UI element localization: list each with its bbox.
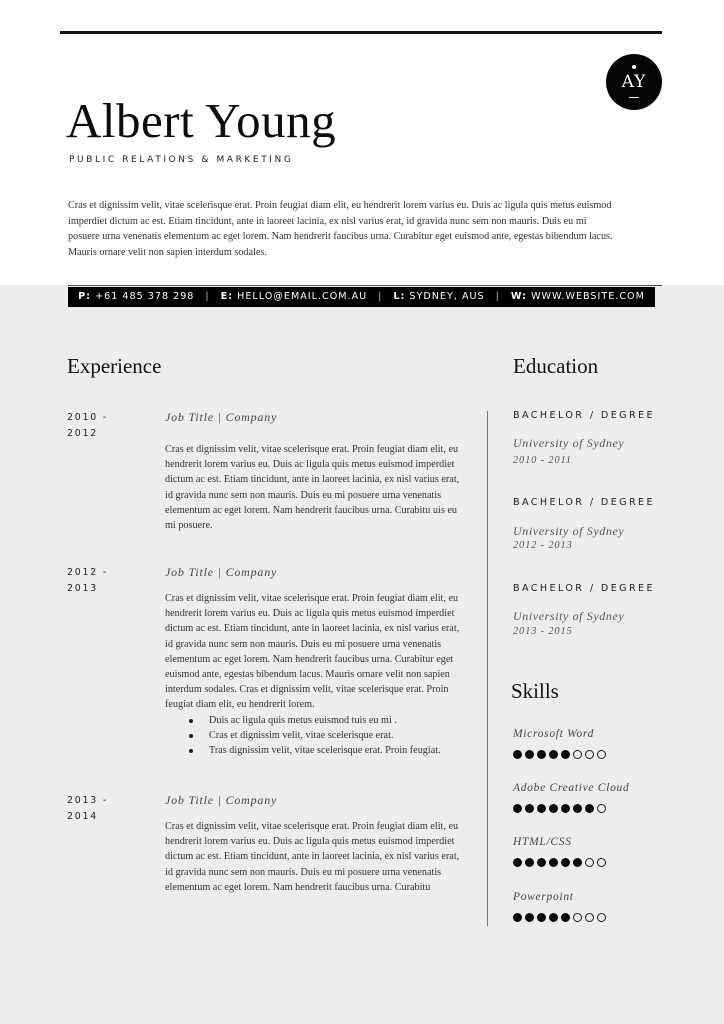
- job-3-description: Cras et dignissim velit, vitae scelerisque erat. Proin feugiat diam elit, eu hendrerit lorem varius eu. Duis ac ligula quis metus euismod imperdiet dictum ac est. Etiam tincidunt, ante in laoreet lacinia, ex nisl varius erat, id gravida nunc sem non mauris. Duis eu mi posuere urna venenatis elementum ac eget lorem. Nam hendrerit faucibus urna. Curabitu: [165, 821, 460, 893]
- education-1-school: University of Sydney: [513, 436, 625, 450]
- job-1-date-start: 2010 -: [67, 412, 109, 423]
- job-1-title: Job Title | Company: [165, 410, 278, 424]
- education-2-degree: BACHELOR / DEGREE: [513, 497, 655, 508]
- skill-3-rating: [513, 858, 606, 867]
- job-2-description: [165, 591, 460, 758]
- monogram-dash-icon: [629, 97, 639, 98]
- empty-dot-icon: [585, 913, 594, 922]
- contact-separator: |: [495, 291, 500, 302]
- empty-dot-icon: [573, 913, 582, 922]
- filled-dot-icon: [561, 858, 570, 867]
- bullet-icon: [189, 719, 193, 723]
- skill-2-rating: [513, 804, 606, 813]
- contact-phone: [78, 287, 194, 307]
- job-3-dates: [67, 793, 147, 824]
- filled-dot-icon: [513, 913, 522, 922]
- skills-heading: Skills: [511, 679, 559, 703]
- filled-dot-icon: [549, 858, 558, 867]
- job-2-date-start: 2012 -: [67, 567, 109, 578]
- job-1-date-end: 2012: [67, 427, 99, 439]
- contact-bar: [68, 287, 655, 307]
- website-value: WWW.WEBSITE.COM: [531, 291, 645, 302]
- filled-dot-icon: [561, 750, 570, 759]
- monogram-text: AY: [621, 72, 647, 92]
- contact-separator: |: [205, 291, 210, 302]
- education-2-school: University of Sydney: [513, 524, 625, 538]
- filled-dot-icon: [525, 858, 534, 867]
- education-3-years: 2013 - 2015: [513, 626, 573, 637]
- filled-dot-icon: [513, 804, 522, 813]
- contact-email: [221, 287, 368, 307]
- empty-dot-icon: [597, 804, 606, 813]
- filled-dot-icon: [549, 804, 558, 813]
- filled-dot-icon: [525, 913, 534, 922]
- filled-dot-icon: [573, 858, 582, 867]
- website-label: W:: [510, 291, 527, 302]
- monogram-dot-icon: [632, 65, 636, 69]
- location-label: L:: [393, 291, 406, 302]
- bullet-item: [165, 743, 460, 758]
- skill-3-name: HTML/CSS: [513, 836, 572, 848]
- job-2-title: Job Title | Company: [165, 565, 278, 579]
- job-1-dates: [67, 410, 147, 441]
- filled-dot-icon: [585, 804, 594, 813]
- education-1-degree: BACHELOR / DEGREE: [513, 410, 655, 421]
- filled-dot-icon: [549, 913, 558, 922]
- filled-dot-icon: [561, 913, 570, 922]
- candidate-name: Albert Young: [66, 93, 337, 148]
- job-3-date-end: 2014: [67, 810, 99, 822]
- bullet-item: [165, 713, 460, 728]
- contact-separator: |: [378, 291, 383, 302]
- skill-1-name: Microsoft Word: [513, 728, 595, 740]
- monogram-badge: [606, 54, 662, 110]
- education-2-years: 2012 - 2013: [513, 540, 573, 551]
- skill-4-rating: [513, 913, 606, 922]
- skill-4-name: Powerpoint: [513, 891, 574, 903]
- job-2-description-text: Cras et dignissim velit, vitae scelerisque erat. Proin feugiat diam elit, eu hendrerit lorem varius eu. Duis ac ligula quis metus euismod imperdiet dictum ac est. Etiam tincidunt, ante in laoreet lacinia, ex nisl varius erat, id gravida nunc sem non mauris. Duis eu mi posuere urna venenatis elementum ac eget lorem. Nam hendrerit faucibus urna. Curabitur eget euismod ante, egestas bibendum lacus. Mauris ornare velit non sapien interdum sodales. Cras et dignissim velit, vitae scelerisque erat. Proin feugiat diam elit, eu hendrerit lorem.: [165, 593, 460, 711]
- skill-2-name: Adobe Creative Cloud: [513, 782, 630, 794]
- contact-website: [511, 287, 645, 307]
- filled-dot-icon: [549, 750, 558, 759]
- empty-dot-icon: [585, 750, 594, 759]
- filled-dot-icon: [573, 804, 582, 813]
- education-heading: Education: [513, 354, 599, 378]
- filled-dot-icon: [537, 804, 546, 813]
- candidate-subtitle: PUBLIC RELATIONS & MARKETING: [69, 155, 294, 165]
- filled-dot-icon: [525, 804, 534, 813]
- education-3-school: University of Sydney: [513, 609, 625, 623]
- empty-dot-icon: [597, 913, 606, 922]
- bullet-icon: [189, 749, 193, 753]
- education-1-years: 2010 - 2011: [513, 455, 572, 466]
- job-3-title: Job Title | Company: [165, 793, 278, 807]
- email-value: HELLO@EMAIL.COM.AU: [237, 291, 368, 302]
- filled-dot-icon: [561, 804, 570, 813]
- bullet-text: Tras dignissim velit, vitae scelerisque erat. Proin feugiat.: [209, 745, 441, 757]
- phone-value: +61 485 378 298: [95, 291, 195, 302]
- job-3-date-start: 2013 -: [67, 795, 109, 806]
- filled-dot-icon: [537, 913, 546, 922]
- filled-dot-icon: [513, 750, 522, 759]
- empty-dot-icon: [573, 750, 582, 759]
- skill-1-rating: [513, 750, 606, 759]
- bullet-text: Duis ac ligula quis metus euismod tuis eu mi .: [209, 714, 397, 726]
- job-1-description: Cras et dignissim velit, vitae scelerisque erat. Proin feugiat diam elit, eu hendrerit lorem varius eu. Duis ac ligula quis metus euismod imperdiet dictum ac est. Etiam tincidunt, ante in laoreet lacinia, ex nisl varius erat, id gravida nunc sem non mauris. Duis eu mi posuere urna venenatis elementum ac eget lorem. Nam hendrerit faucibus urna. Curabitu uis eu mi posuere.: [165, 444, 460, 532]
- job-2-dates: [67, 565, 147, 596]
- phone-label: P:: [78, 291, 92, 302]
- intro-paragraph: Cras et dignissim velit, vitae scelerisque erat. Proin feugiat diam elit, eu hendrerit lorem varius eu. Duis ac ligula quis metus euismod imperdiet dictum ac est. Etiam tincidunt, ante in laoreet lacinia, ex nisl varius erat, id gravida nunc sem non mauris. Duis eu mi posuere urna venenatis elementum ac eget lorem. Nam hendrerit faucibus urna. Curabitur eget euismod ante, egestas bibendum lacus. Mauris ornare velit non sapien interdum sodales.: [68, 200, 613, 258]
- job-2-date-end: 2013: [67, 582, 99, 594]
- bullet-item: [165, 728, 460, 743]
- empty-dot-icon: [585, 858, 594, 867]
- job-2-bullet-list: [165, 713, 460, 759]
- contact-location: [393, 287, 484, 307]
- empty-dot-icon: [597, 750, 606, 759]
- email-label: E:: [220, 291, 234, 302]
- top-rule: [60, 31, 662, 34]
- bullet-icon: [189, 734, 193, 738]
- experience-heading: Experience: [67, 354, 162, 378]
- filled-dot-icon: [537, 858, 546, 867]
- empty-dot-icon: [597, 858, 606, 867]
- filled-dot-icon: [537, 750, 546, 759]
- contact-rule: [68, 285, 662, 286]
- education-3-degree: BACHELOR / DEGREE: [513, 583, 655, 594]
- bullet-text: Cras et dignissim velit, vitae scelerisque erat.: [209, 729, 394, 741]
- filled-dot-icon: [513, 858, 522, 867]
- filled-dot-icon: [525, 750, 534, 759]
- column-divider: [487, 411, 488, 926]
- location-value: SYDNEY, AUS: [409, 291, 485, 302]
